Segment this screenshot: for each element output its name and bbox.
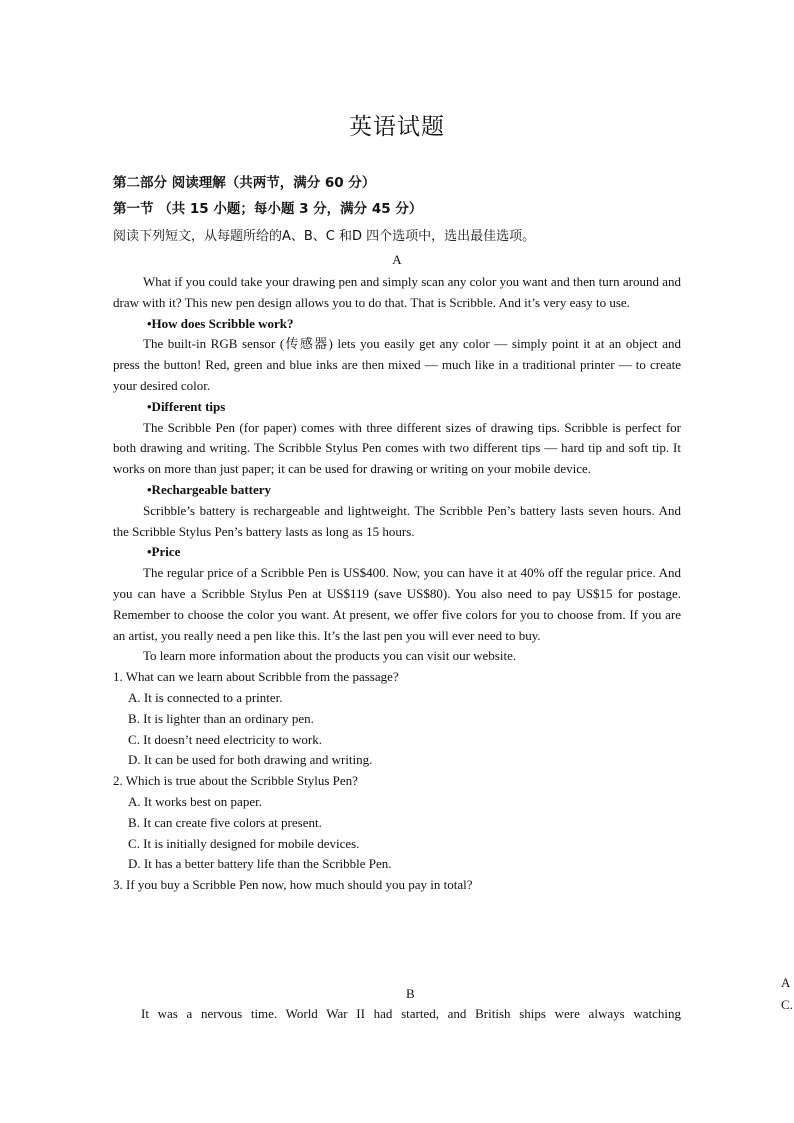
- question-2-option-c: C. It is initially designed for mobile devices.: [128, 835, 360, 851]
- instruction-text: 阅读下列短文，从每题所给的A、B、C 和D 四个选项中，选出最佳选项。: [113, 229, 536, 244]
- question-2-option-a: A. It works best on paper.: [128, 793, 262, 809]
- question-2-option-b: B. It can create five colors at present.: [128, 814, 322, 830]
- question-1-option-c: C. It doesn’t need electricity to work.: [128, 731, 322, 747]
- passage-letter-a: A: [392, 252, 402, 267]
- question-1-option-d: D. It can be used for both drawing and writing.: [128, 752, 373, 768]
- passage-intro: What if you could take your drawing pen and simply scan any color you want and then turn around and draw with it? This new pen design allows you to do that. That is Scribble. And it’s very easy to use.: [113, 274, 681, 310]
- question-3-stem: 3. If you buy a Scribble Pen now, how much should you pay in total?: [113, 877, 473, 893]
- paragraph-closing: To learn more information about the products you can visit our website.: [143, 648, 517, 664]
- part-heading: 第二部分 阅读理解（共两节，满分 60 分）: [113, 175, 376, 191]
- subheading-how-it-works: •How does Scribble work?: [147, 315, 294, 331]
- subheading-price: •Price: [147, 544, 181, 560]
- paragraph-how-it-works: The built-in RGB sensor (传感器) lets you easily get any color — simply point it at an object and press the button! Red, green and blue inks are then mixed — much like in a traditional printer — to create your desired color.: [113, 336, 681, 393]
- passage-letter-b: B: [406, 986, 415, 1001]
- page-title: 英语试题: [349, 114, 445, 140]
- paragraph-different-tips: The Scribble Pen (for paper) comes with three different sizes of drawing tips. Scribble is perfect for both drawing and writing. The Scribble Stylus Pen comes with two different tips — hard tip and soft tip. It works on more than just paper; it can be used for drawing or writing on your mobile device.: [113, 419, 681, 477]
- question-1-option-b: B. It is lighter than an ordinary pen.: [128, 710, 314, 726]
- question-2-stem: 2. Which is true about the Scribble Stylus Pen?: [113, 773, 358, 789]
- subheading-different-tips: •Different tips: [147, 398, 226, 414]
- paragraph-battery: Scribble’s battery is rechargeable and lightweight. The Scribble Pen’s battery lasts seven hours. And the Scribble Stylus Pen’s battery lasts as long as 15 hours.: [113, 502, 681, 539]
- passage-b-first-line: It was a nervous time. World War II had started, and British ships were always watching: [141, 1006, 681, 1021]
- subheading-battery: •Rechargeable battery: [147, 481, 272, 497]
- question-1-stem: 1. What can we learn about Scribble from the passage?: [113, 669, 399, 685]
- question-1-option-a: A. It is connected to a printer.: [128, 689, 283, 705]
- margin-letter-a: A: [781, 975, 791, 990]
- margin-letter-c: C.: [781, 997, 793, 1012]
- paragraph-price: The regular price of a Scribble Pen is US$400. Now, you can have it at 40% off the regular price. And you can have a Scribble Stylus Pen at US$119 (save US$80). You also need to pay US$15 for postage. Remember to choose the color you want. At present, we offer five colors for you to choose from. If you are an artist, you really need a pen like this. It’s the last pen you will ever need to buy.: [113, 565, 681, 643]
- section-heading: 第一节 （共 15 小题；每小题 3 分，满分 45 分）: [113, 201, 423, 217]
- question-2-option-d: D. It has a better battery life than the Scribble Pen.: [128, 856, 392, 872]
- passage-a-section: [113, 170, 681, 896]
